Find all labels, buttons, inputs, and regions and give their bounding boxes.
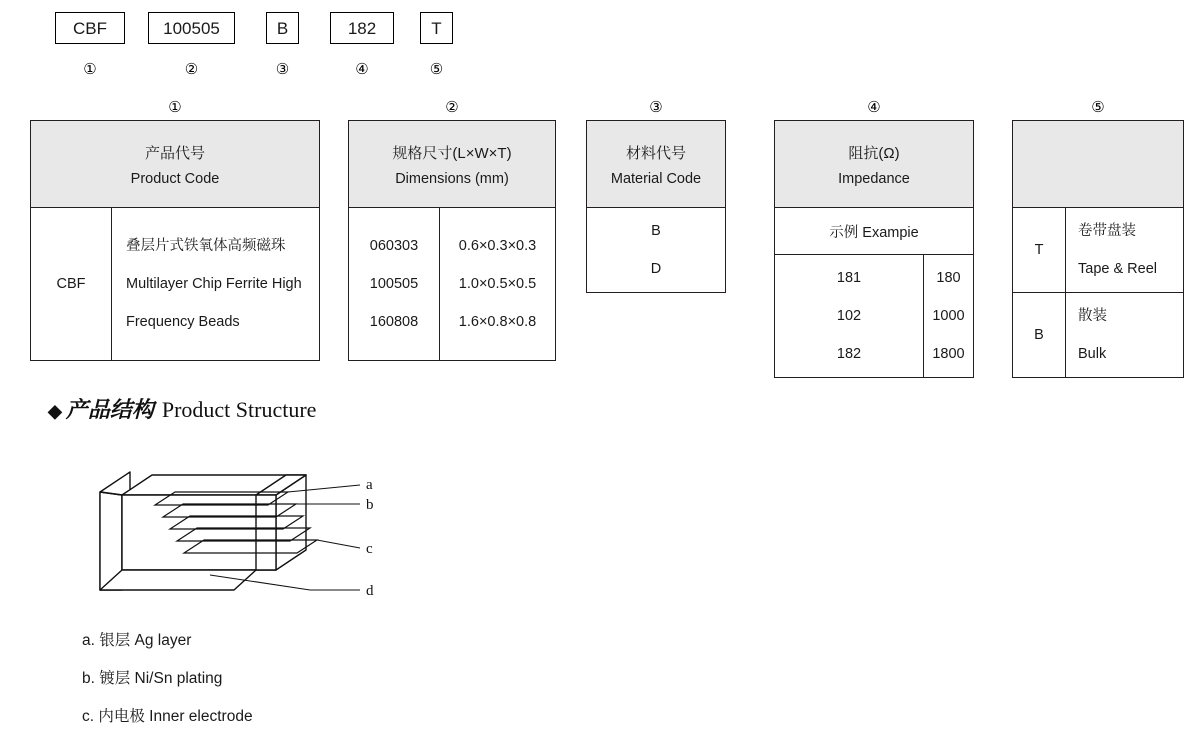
- dimensions-header-cn: 规格尺寸(L×W×T): [392, 144, 512, 162]
- packaging-desc-2-en: Bulk: [1078, 346, 1107, 362]
- dimensions-header-en: Dimensions (mm): [395, 170, 509, 187]
- product-code-desc-line-3: Frequency Beads: [126, 314, 240, 330]
- callout-c: c: [366, 541, 373, 557]
- dimensions-code-3: 160808: [369, 314, 419, 330]
- product-code-header-en: Product Code: [130, 170, 220, 187]
- impedance-header-en: Impedance: [838, 170, 910, 187]
- structure-svg: [60, 430, 480, 615]
- material-code-value-2: D: [650, 261, 662, 277]
- section-title-product-structure: [48, 393, 316, 424]
- dimensions-size-2: 1.0×0.5×0.5: [458, 276, 537, 292]
- table-row: [1013, 121, 1184, 208]
- product-code-value: CBF: [31, 208, 112, 361]
- packaging-code-2: B: [1013, 293, 1066, 378]
- table-impedance: [774, 120, 974, 378]
- code-box-1: CBF: [55, 12, 125, 44]
- diamond-icon: ◆: [48, 401, 62, 421]
- impedance-header: [775, 121, 974, 208]
- packaging-code-1: T: [1013, 208, 1066, 293]
- table-row: [1013, 293, 1184, 378]
- product-code-desc-line-1: 叠层片式铁氧体高频磁珠: [126, 238, 286, 254]
- marker-2: ②: [184, 61, 199, 78]
- marker-5: ⑤: [429, 61, 444, 78]
- code-box-5: T: [420, 12, 453, 44]
- table-packaging: [1012, 120, 1184, 378]
- product-structure-diagram: [60, 430, 480, 620]
- impedance-code-2: 102: [836, 308, 862, 324]
- part-number-code-row: [0, 12, 1195, 52]
- table-row: [31, 208, 320, 361]
- impedance-value-1: 180: [936, 270, 961, 286]
- packaging-header: [1013, 121, 1184, 208]
- packaging-desc-2: [1066, 293, 1184, 378]
- legend-item-b: b. 镀层 Ni/Sn plating: [82, 670, 223, 687]
- packaging-desc-1-cn: 卷带盘装: [1078, 223, 1136, 239]
- material-code-values: [587, 208, 726, 293]
- legend-item-c: c. 内电极 Inner electrode: [82, 708, 253, 725]
- table-marker-2: ②: [445, 99, 459, 116]
- product-code-desc: [112, 208, 320, 361]
- impedance-values: [924, 255, 974, 378]
- table-row: [349, 121, 556, 208]
- callout-d: d: [366, 583, 374, 599]
- code-box-4: 182: [330, 12, 394, 44]
- dimensions-size-3: 1.6×0.8×0.8: [458, 314, 537, 330]
- impedance-header-cn: 阻抗(Ω): [848, 144, 900, 162]
- legend-item-a: a. 银层 Ag layer: [82, 632, 192, 649]
- table-marker-1: ①: [168, 99, 182, 116]
- packaging-desc-1-en: Tape & Reel: [1078, 261, 1157, 277]
- table-row: [31, 121, 320, 208]
- code-box-3: B: [266, 12, 299, 44]
- section-title-cn: 产品结构: [65, 397, 154, 422]
- impedance-code-1: 181: [836, 270, 862, 286]
- material-code-header: [587, 121, 726, 208]
- table-product-code: [30, 120, 320, 361]
- table-marker-3: ③: [649, 99, 663, 116]
- product-code-header: [31, 121, 320, 208]
- packaging-desc-1: [1066, 208, 1184, 293]
- dimensions-size-1: 0.6×0.3×0.3: [458, 238, 537, 254]
- table-row: [775, 121, 974, 208]
- product-code-desc-line-2: Multilayer Chip Ferrite High: [126, 276, 302, 292]
- impedance-codes: [775, 255, 924, 378]
- dimensions-codes: [349, 208, 440, 361]
- impedance-code-3: 182: [836, 346, 862, 362]
- table-marker-4: ④: [867, 99, 881, 116]
- impedance-value-2: 1000: [932, 308, 965, 324]
- callout-b: b: [366, 497, 374, 513]
- table-material-code: [586, 120, 726, 293]
- marker-3: ③: [275, 61, 290, 78]
- material-code-header-cn: 材料代号: [625, 144, 686, 162]
- code-box-2: 100505: [148, 12, 235, 44]
- table-row: [587, 208, 726, 293]
- table-row: [775, 208, 974, 255]
- part-number-marker-row: [0, 60, 1195, 84]
- marker-1: ①: [83, 61, 97, 78]
- impedance-value-3: 1800: [932, 346, 965, 362]
- table-dimensions: [348, 120, 556, 361]
- callout-a: a: [366, 477, 373, 493]
- marker-4: ④: [355, 61, 369, 78]
- material-code-value-1: B: [651, 223, 661, 239]
- product-code-header-cn: 产品代号: [144, 144, 205, 162]
- table-marker-5: ⑤: [1091, 99, 1105, 116]
- section-title-en: Product Structure: [161, 397, 317, 422]
- material-code-header-en: Material Code: [610, 170, 702, 187]
- impedance-example-label: 示例 Exampie: [775, 208, 974, 255]
- table-row: [1013, 208, 1184, 293]
- packaging-desc-2-cn: 散装: [1078, 308, 1107, 324]
- dimensions-header: [349, 121, 556, 208]
- dimensions-sizes: [440, 208, 556, 361]
- dimensions-code-1: 060303: [369, 238, 419, 254]
- dimensions-code-2: 100505: [369, 276, 419, 292]
- structure-legend: [82, 622, 253, 736]
- table-row: [587, 121, 726, 208]
- table-row: [349, 208, 556, 361]
- table-row: [775, 255, 974, 378]
